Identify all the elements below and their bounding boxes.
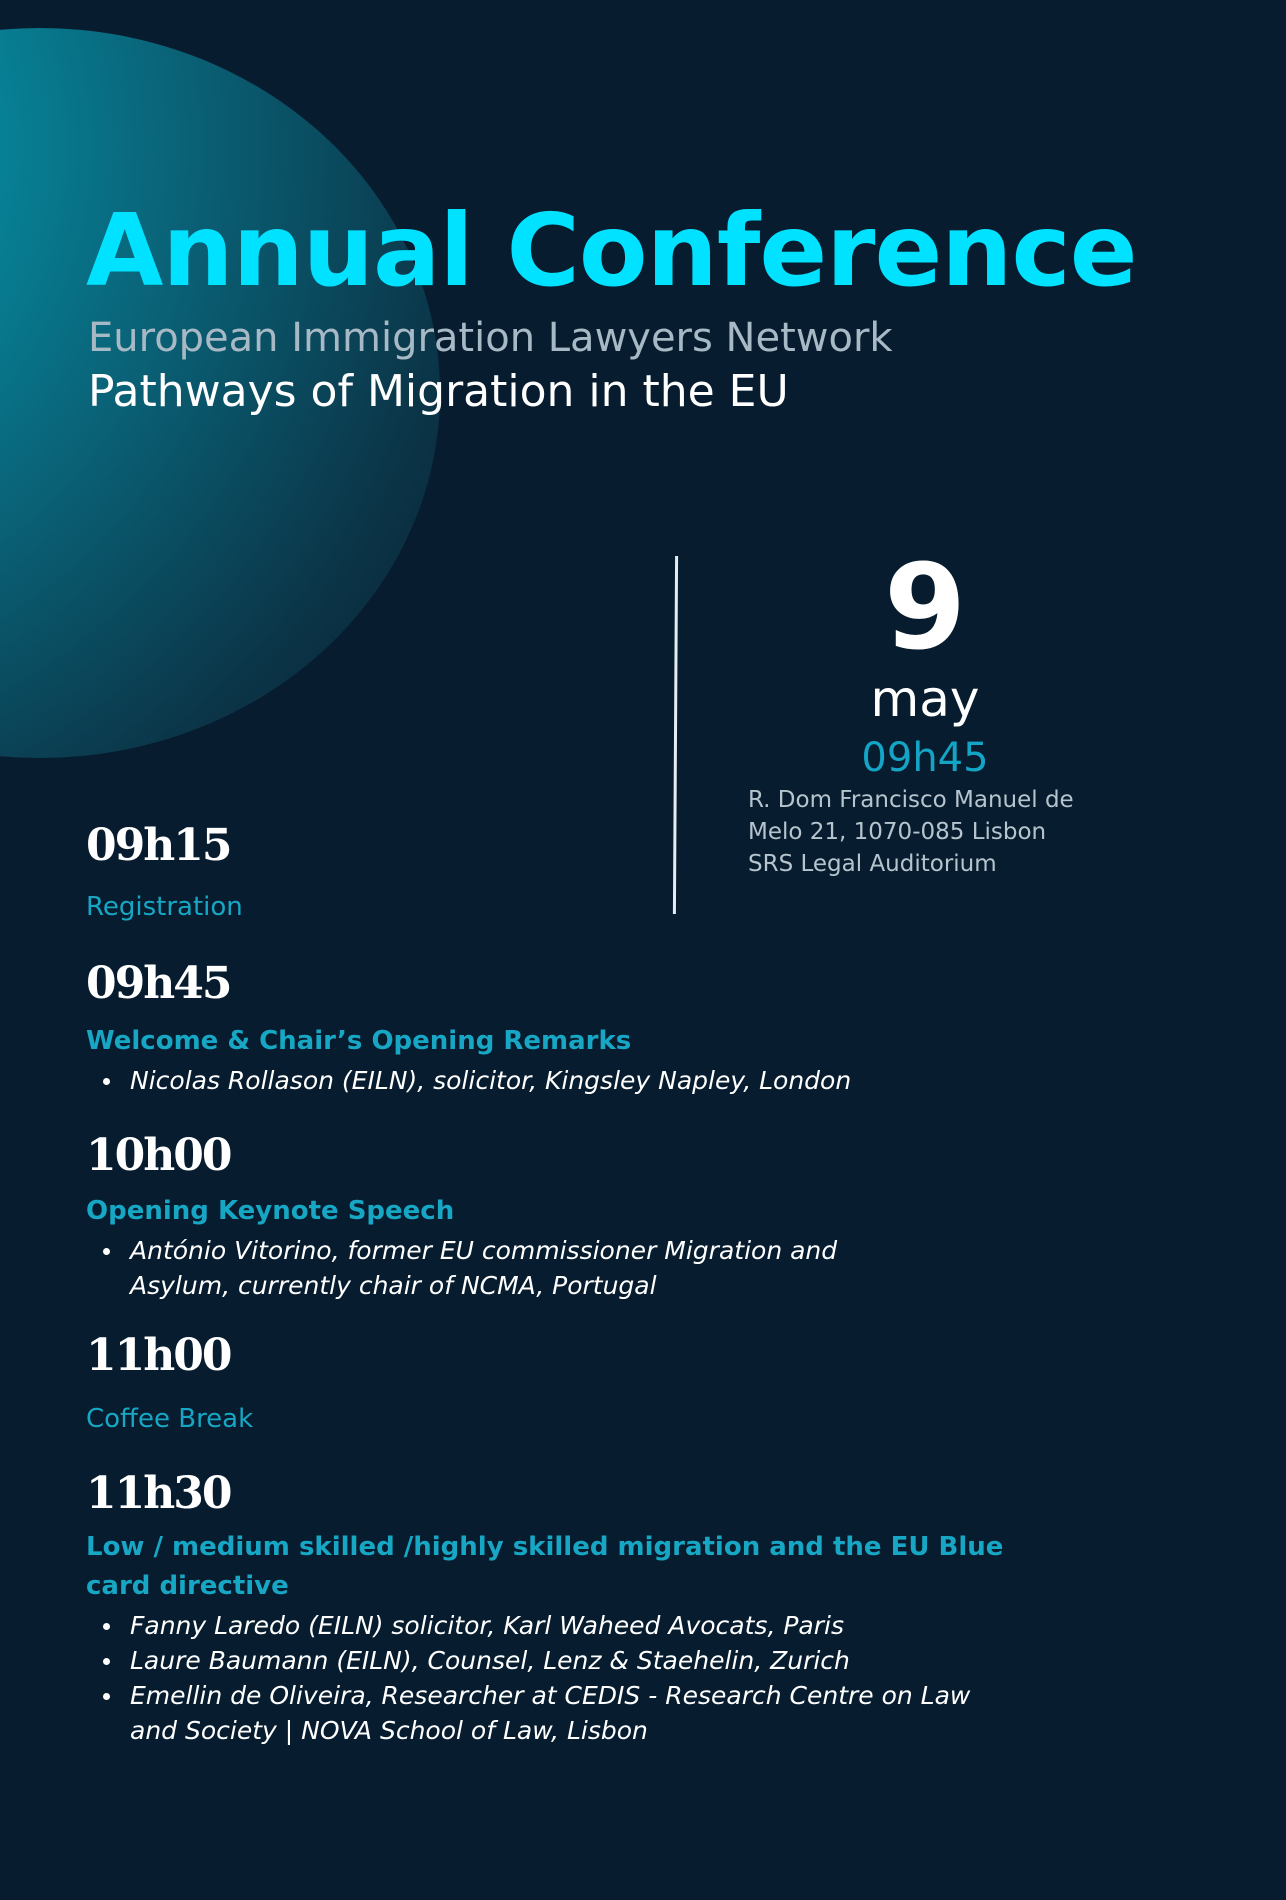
page-title: Annual Conference [86, 192, 1137, 309]
event-day: 9 [883, 538, 967, 676]
program-session-coffee-break [86, 1330, 254, 1439]
session-time: 10h00 [86, 1130, 231, 1181]
session-title: Low / medium skilled /highly skilled migration and the EU Blue card directive [86, 1532, 1004, 1601]
program-session-skilled-migration [86, 1468, 1006, 1748]
session-time: 09h15 [86, 820, 231, 871]
program-session-registration [86, 820, 243, 927]
speaker-list [86, 1608, 1006, 1748]
speaker-list [86, 1233, 886, 1303]
speaker-item: Nicolas Rollason (EILN), solicitor, Kingsley Napley, London [86, 1063, 986, 1098]
event-date [760, 538, 1090, 781]
event-start-time: 09h45 [861, 735, 989, 781]
event-month: may [870, 670, 980, 728]
speaker-list [86, 1063, 986, 1098]
speaker-item: Laure Baumann (EILN), Counsel, Lenz & Staehelin, Zurich [86, 1643, 1006, 1678]
session-title: Registration [86, 892, 243, 922]
venue-address [748, 784, 1074, 880]
session-title: Coffee Break [86, 1404, 254, 1434]
program-session-keynote [86, 1130, 886, 1303]
session-time: 11h00 [86, 1330, 231, 1381]
session-time: 09h45 [86, 958, 231, 1009]
program-session-welcome [86, 958, 986, 1098]
venue-line: SRS Legal Auditorium [748, 851, 997, 877]
venue-line: Melo 21, 1070-085 Lisbon [748, 819, 1047, 845]
speaker-item: Fanny Laredo (EILN) solicitor, Karl Waheed Avocats, Paris [86, 1608, 1006, 1643]
conference-theme: Pathways of Migration in the EU [88, 366, 789, 417]
session-title: Opening Keynote Speech [86, 1196, 455, 1226]
session-title: Welcome & Chair’s Opening Remarks [86, 1026, 632, 1056]
vertical-divider [673, 556, 678, 914]
session-time: 11h30 [86, 1468, 231, 1519]
speaker-item: Emellin de Oliveira, Researcher at CEDIS - Research Centre on Law and Society | NOVA School of Law, Lisbon [86, 1678, 1006, 1748]
speaker-item: António Vitorino, former EU commissioner Migration and Asylum, currently chair of NCMA, Portugal [86, 1233, 886, 1303]
venue-line: R. Dom Francisco Manuel de [748, 787, 1074, 813]
organization-name: European Immigration Lawyers Network [88, 315, 893, 361]
